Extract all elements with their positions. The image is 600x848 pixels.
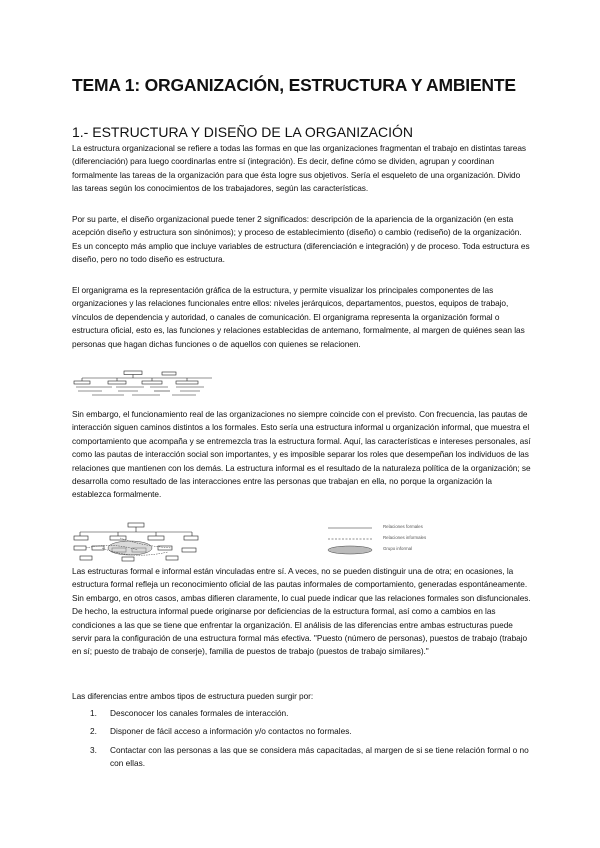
organigram-figure bbox=[72, 370, 232, 400]
list-item-text: Disponer de fácil acceso a información y/o contactos no formales. bbox=[110, 726, 352, 737]
paragraph-vinculacion: Las estructuras formal e informal están vinculadas entre sí. A veces, no se pueden distinguir una de otra; en ocasiones, la estructura formal refleja un reconocimiento oficial de las pautas informales de comportamiento, generadas espontáneamente. Sin embargo, en otros casos, ambas difieren claramente, lo cual puede indicar que las relaciones formales son disfuncionales. De hecho, la estructura informal puede originarse por deficiencias de la estructura formal, así como a cambios en las condiciones a las que se tiene que enfrentar la organización. El análisis de las diferencias entre ambas estructuras puede servir para la configuración de una estructura formal más efectiva. "Puesto (número de personas), puestos de trabajo (trabajo en sí; puesto de trabajo de conserje), familia de puestos de trabajo (puestos de trabajo similares)." bbox=[72, 566, 531, 657]
paragraph-diferencias-intro: Las diferencias entre ambos tipos de estructura pueden surgir por: bbox=[72, 691, 314, 701]
paragraph-organigrama: El organigrama es la representación gráfica de la estructura, y permite visualizar los principales componentes de las organizaciones y las relaciones funcionales entre ellos: niveles jerárquicos, departamentos, puestos, equipos de trabajo, vínculos de dependencia y autoridad, o canales de comunicación. El organigrama representa la organización formal o estructura oficial, esto es, las funciones y relaciones establecidas de antemano, formalmente, al margen de quiénes sean las personas que hagan dichas funciones o de aquellos con quienes se relacionen. bbox=[72, 285, 525, 349]
paragraph-funcionamiento-real: Sin embargo, el funcionamiento real de las organizaciones no siempre coincide con el previsto. Con frecuencia, las pautas de interacción siguen caminos distintos a los formales. Esto sería una estructura informal u organización informal, que muestra el comportamiento que acompaña y se entremezcla tras la estructura formal. Aquí, las características e intereses personales, así como las pautas de interacción social son importantes, y es imposible separar los roles que desempeñan los individuos de las relaciones que mantienen con los demás. La estructura informal es el resultado de la naturaleza política de la organización; se desarrolla como resultado de las interacciones entre las personas que trabajan en ella, no porque la organización la establezca formalmente. bbox=[72, 409, 531, 500]
list-item-number: 3. bbox=[90, 744, 97, 755]
list-item bbox=[72, 744, 532, 771]
page-title: TEMA 1: ORGANIZACIÓN, ESTRUCTURA Y AMBIENTE bbox=[72, 75, 516, 95]
list-item-text: Contactar con las personas a las que se considera más capacitadas, al margen de si se tiene relación formal o no con ellas. bbox=[110, 744, 529, 769]
differences-list bbox=[72, 707, 532, 776]
informal-structure-figure bbox=[72, 522, 202, 564]
list-item bbox=[72, 725, 532, 738]
paragraph-estructura: La estructura organizacional se refiere a todas las formas en que las organizaciones fragmentan el trabajo en distintas tareas (diferenciación) para luego coordinarlas entre sí (integración). Es decir, define cómo se dividen, agrupan y coordinan formalmente las tareas de la organización para que ésta logre sus objetivos. Sería el esqueleto de una organización. Divido las tareas según los conocimientos de los trabajadores, según las características. bbox=[72, 143, 526, 194]
list-item-number: 1. bbox=[90, 708, 97, 718]
legend-swatches bbox=[326, 526, 376, 556]
legend-informal-group: Grupo informal bbox=[383, 546, 413, 551]
legend-informal-relations: Relaciones informales bbox=[383, 535, 427, 540]
legend-formal-relations: Relaciones formales bbox=[383, 524, 423, 529]
list-item bbox=[72, 707, 532, 720]
list-item-number: 2. bbox=[90, 726, 97, 737]
section-heading: 1.- ESTRUCTURA Y DISEÑO DE LA ORGANIZACIÓN bbox=[72, 124, 413, 140]
paragraph-diseno: Por su parte, el diseño organizacional puede tener 2 significados: descripción de la apariencia de la organización (en esta acepción diseño y estructura son sinónimos); y proceso de establecimiento (diseño) o cambio (rediseño) de la organización. Es un concepto más amplio que incluye variables de estructura (diferenciación e integración) y de proceso. Toda estructura es diseño, pero no todo diseño es estructura. bbox=[72, 214, 530, 265]
list-item-text: Desconocer los canales formales de interacción. bbox=[110, 708, 289, 718]
